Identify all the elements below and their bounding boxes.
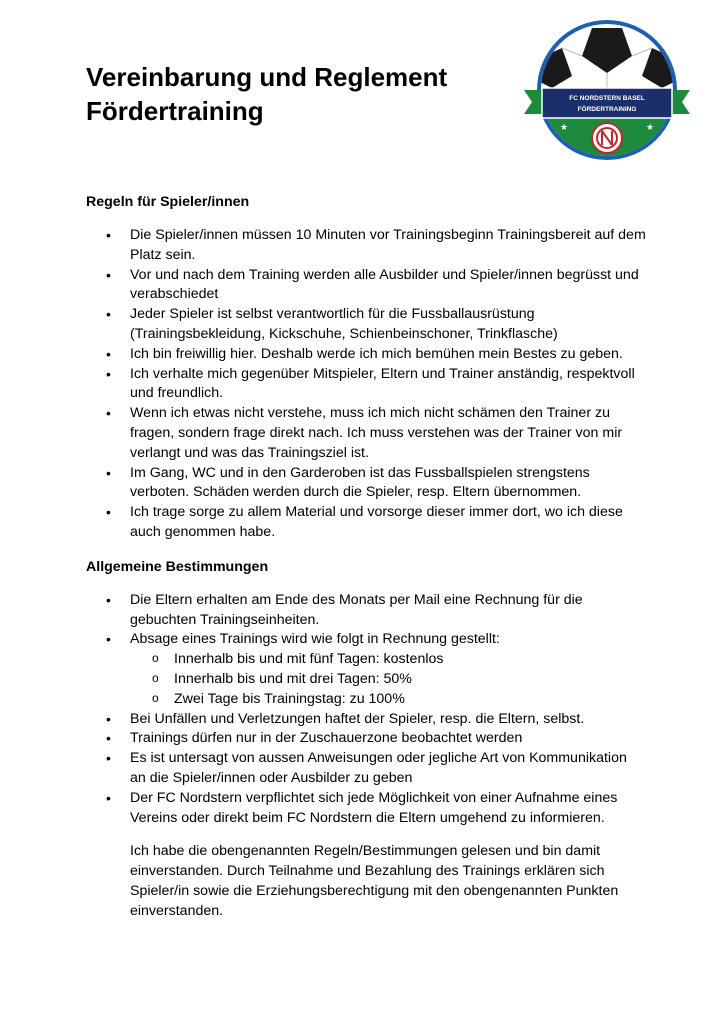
title-line-2: Fördertraining (86, 96, 264, 126)
list-item: • Jeder Spieler ist selbst verantwortlich für die Fussballausrüstung (Trainingsbekleidung, Kickschuhe, Schienbeinschoner, Trinkflasche) (86, 305, 646, 345)
star-icon: ★ (559, 122, 569, 132)
closing-statement: Ich habe die obengenannten Regeln/Bestimmungen gelesen und bin damit einverstanden. Durch Teilnahme und Bezahlung des Trainings erklären sich Spieler/in sowie die Erziehungsberechtigung mit den obengenannten Punkten einverstanden. (130, 843, 619, 919)
logo-banner-line-2: FÖRDERTRAINING (577, 106, 637, 113)
list-item: • Im Gang, WC und in den Garderoben ist das Fussballspielen strengstens verboten. Schäden werden durch die Spieler, resp. Eltern übernommen. (86, 464, 646, 504)
list-item: • Der FC Nordstern verpflichtet sich jede Möglichkeit von einer Aufnahme eines Vereins oder direkt beim FC Nordstern die Eltern umgehend zu informieren. (86, 789, 646, 829)
logo-banner-line-1: FC NORDSTERN BASEL (569, 95, 645, 102)
list-item: • Ich trage sorge zu allem Material und vorsorge dieser immer dort, wo ich diese auch genommen habe. (86, 503, 646, 543)
sublist-item: o Innerhalb bis und mit drei Tagen: 50% (130, 670, 646, 690)
list-item: • Die Eltern erhalten am Ende des Monats per Mail eine Rechnung für die gebuchten Trainingseinheiten. (86, 591, 646, 631)
list-item: • Wenn ich etwas nicht verstehe, muss ich mich nicht schämen den Trainer zu fragen, sondern frage direkt nach. Ich muss verstehen was der Trainer von mir verlangt und was das Trainingsziel ist. (86, 404, 646, 463)
list-item-cancellation (86, 630, 646, 709)
document-body (86, 192, 646, 922)
sublist-item: o Innerhalb bis und mit fünf Tagen: kostenlos (130, 650, 646, 670)
sublist-item: o Zwei Tage bis Trainingstag: zu 100% (130, 690, 646, 710)
list-item: • Bei Unfällen und Verletzungen haftet der Spieler, resp. die Eltern, selbst. (86, 710, 646, 730)
list-item: • Es ist untersagt von aussen Anweisungen oder jegliche Art von Kommunikation an die Spieler/innen oder Ausbilder zu geben (86, 749, 646, 789)
title-line-1: Vereinbarung und Reglement (86, 62, 448, 92)
section-heading-general: Allgemeine Bestimmungen (86, 558, 269, 575)
list-item: • Vor und nach dem Training werden alle Ausbilder und Spieler/innen begrüsst und verabschiedet (86, 266, 646, 306)
list-item-text: Absage eines Trainings wird wie folgt in Rechnung gestellt: (130, 631, 500, 648)
section-heading-rules: Regeln für Spieler/innen (86, 194, 250, 210)
page-title (86, 60, 526, 128)
rules-list (86, 226, 646, 543)
star-icon: ★ (645, 122, 655, 132)
list-item: • Trainings dürfen nur in der Zuschauerzone beobachtet werden (86, 729, 646, 749)
cancellation-sublist (130, 650, 646, 709)
club-logo (522, 18, 692, 160)
general-list (86, 591, 646, 829)
list-item: • Die Spieler/innen müssen 10 Minuten vor Trainingsbeginn Trainingsbereit auf dem Platz sein. (86, 226, 646, 266)
list-item: • Ich verhalte mich gegenüber Mitspieler, Eltern und Trainer anständig, respektvoll und freundlich. (86, 365, 646, 405)
list-item: • Ich bin freiwillig hier. Deshalb werde ich mich bemühen mein Bestes zu geben. (86, 345, 646, 365)
